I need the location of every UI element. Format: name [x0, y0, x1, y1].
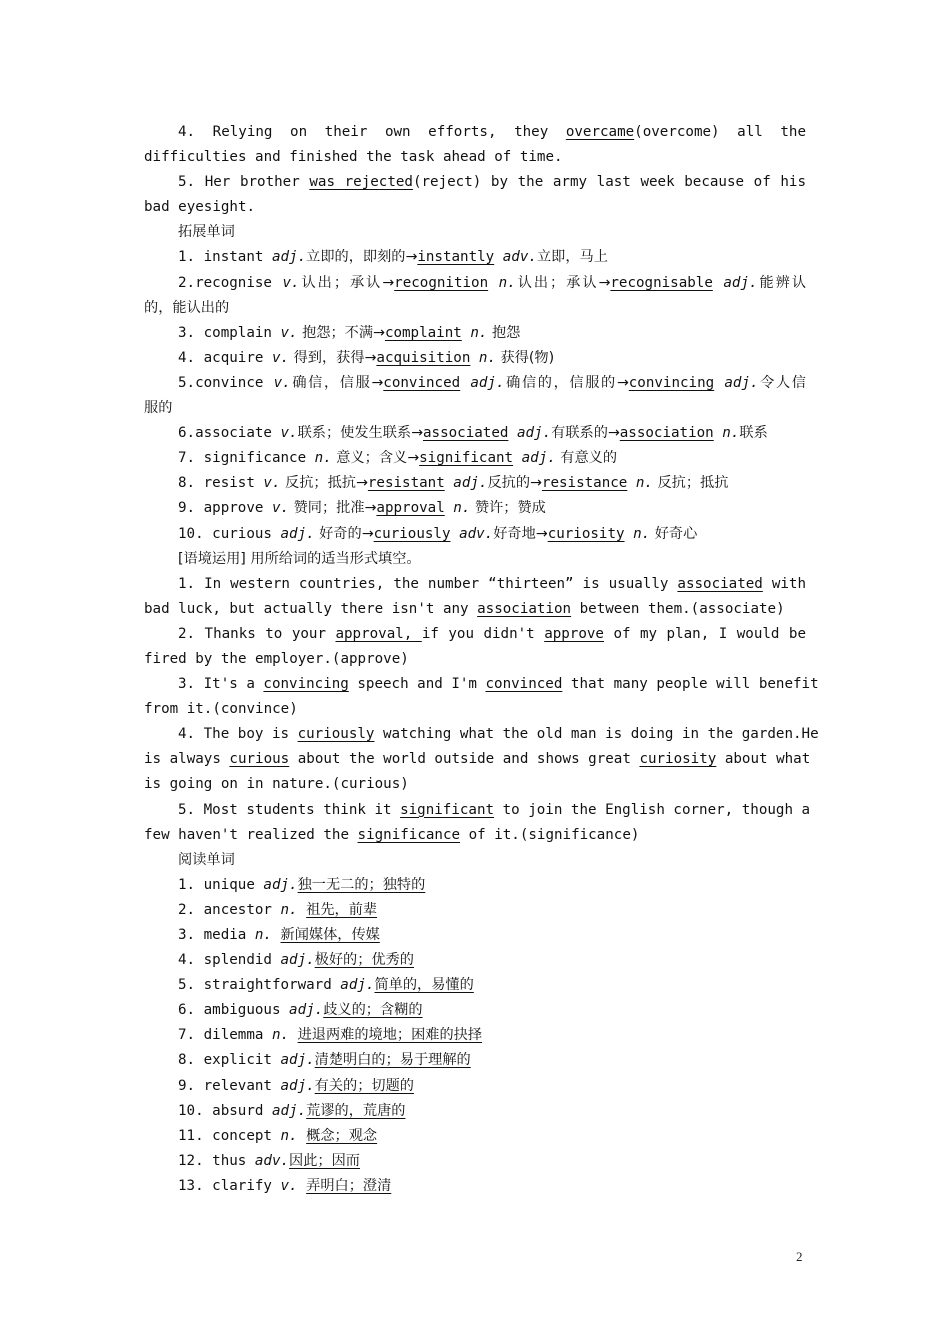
part-of-speech: v.	[273, 374, 291, 391]
text-segment: 3. media	[178, 927, 255, 943]
text-line	[144, 120, 806, 145]
text-segment: 认出；承认→	[515, 274, 611, 291]
text-segment: 3. complain	[178, 324, 281, 341]
part-of-speech: n.	[478, 349, 497, 366]
part-of-speech: n.	[314, 450, 332, 467]
answer-text: recognition	[394, 274, 489, 291]
page-number: 2	[796, 1249, 803, 1264]
text-segment: about what	[716, 751, 811, 768]
text-segment	[625, 526, 634, 542]
text-segment: few haven't realized the	[144, 826, 358, 843]
answer-text: recognisable	[610, 274, 713, 291]
part-of-speech: v.	[271, 349, 290, 366]
text-segment: 拓展单词	[178, 224, 235, 241]
text-segment: with	[762, 575, 806, 592]
part-of-speech: n.	[635, 475, 653, 492]
text-segment: 反抗；抵抗	[652, 475, 729, 492]
part-of-speech: adj.	[271, 249, 307, 266]
text-segment: 5. straightforward	[178, 977, 341, 994]
text-segment	[488, 275, 499, 291]
text-segment: that many people will benefit	[562, 676, 819, 693]
text-segment: 服的	[144, 400, 173, 417]
text-segment: 10. curious	[178, 525, 281, 542]
text-line	[144, 271, 806, 296]
answer-text: overcame	[565, 124, 635, 140]
part-of-speech: adj.	[280, 525, 315, 542]
text-segment: 2. ancestor	[178, 901, 281, 918]
answer-text: associated	[677, 575, 763, 592]
text-segment: 6.associate	[178, 425, 281, 442]
answer-text: convincing	[263, 676, 349, 693]
text-line	[144, 446, 806, 471]
text-segment: of it.(significance)	[460, 826, 640, 843]
part-of-speech: adj.	[280, 952, 315, 969]
text-segment: 1. In western countries, the number “thirteen” is usually	[178, 575, 678, 592]
part-of-speech: n.	[280, 1127, 298, 1144]
answer-text: 新闻媒体，传媒	[280, 927, 380, 943]
text-segment: 7. dilemma	[178, 1027, 272, 1044]
text-segment: 9. approve	[178, 500, 272, 517]
text-segment: 反抗的→	[487, 475, 542, 492]
answer-text: significant	[400, 801, 495, 818]
text-segment: 6. ambiguous	[178, 1002, 290, 1019]
text-line	[144, 973, 806, 998]
text-line	[144, 547, 806, 572]
text-segment: is going on in nature.(curious)	[144, 776, 409, 793]
answer-text: resistant	[367, 475, 445, 492]
text-segment: (overcome) all the	[634, 124, 806, 140]
answer-text: significance	[357, 826, 461, 843]
text-segment	[714, 425, 723, 441]
answer-text: 有关的；切题的	[314, 1077, 414, 1094]
part-of-speech: adj.	[516, 425, 552, 442]
text-segment: 得到，获得→	[289, 349, 377, 366]
text-line	[144, 1099, 806, 1124]
text-segment	[713, 275, 724, 291]
text-segment	[470, 350, 479, 366]
text-segment: 联系	[739, 425, 768, 442]
text-segment: 5.convince	[178, 374, 274, 391]
text-line	[144, 923, 806, 948]
answer-text: approval,	[335, 625, 422, 642]
text-segment	[714, 375, 724, 391]
part-of-speech: adj.	[470, 374, 505, 391]
part-of-speech: adv.	[459, 525, 494, 542]
text-segment: 11. concept	[178, 1127, 281, 1144]
text-segment: 好奇心	[650, 525, 698, 542]
text-segment: of my plan, I would be	[603, 625, 806, 642]
answer-text: convincing	[628, 374, 715, 391]
text-line	[144, 245, 806, 270]
text-segment: 8. explicit	[178, 1052, 281, 1069]
answer-text: approve	[544, 625, 604, 642]
part-of-speech: n.	[254, 927, 272, 943]
text-segment: 1. unique	[178, 876, 264, 893]
text-segment	[298, 1178, 307, 1194]
text-segment: from it.(convince)	[144, 701, 298, 718]
text-segment: 13. clarify	[178, 1177, 281, 1194]
text-segment	[298, 1128, 307, 1144]
part-of-speech: n.	[271, 1027, 290, 1044]
answer-text: 极好的；优秀的	[314, 952, 414, 969]
text-segment	[451, 526, 460, 542]
text-line	[144, 1124, 806, 1149]
text-segment: 2. Thanks to your	[178, 625, 336, 642]
part-of-speech: adj.	[271, 1102, 307, 1119]
answer-text: resistance	[541, 475, 628, 492]
text-line	[144, 823, 806, 848]
text-line	[144, 145, 806, 170]
answer-text: associated	[422, 425, 509, 442]
text-segment: 5. Most students think it	[178, 801, 401, 818]
text-segment	[445, 500, 454, 516]
text-segment	[460, 375, 470, 391]
text-segment: 意义；含义→	[331, 450, 420, 467]
text-segment	[513, 450, 522, 466]
text-segment	[272, 927, 281, 943]
text-line	[144, 848, 806, 873]
part-of-speech: adv.	[502, 249, 537, 266]
answer-text: curiosity	[639, 751, 717, 768]
text-line	[144, 1048, 806, 1073]
text-line	[144, 346, 806, 371]
text-line	[144, 597, 806, 622]
answer-text: association	[477, 600, 572, 617]
part-of-speech: n.	[470, 324, 488, 341]
answer-text: curiosity	[547, 525, 625, 542]
text-line	[144, 722, 819, 747]
text-segment: 10. absurd	[178, 1102, 272, 1119]
text-segment: if you didn't	[421, 625, 545, 642]
text-segment: 的，能认出的	[144, 299, 230, 316]
text-segment: 4. Relying on their own efforts, they	[178, 124, 566, 140]
text-segment: about the world outside and shows great	[289, 751, 640, 768]
text-line	[144, 672, 819, 697]
part-of-speech: adj.	[723, 274, 758, 291]
part-of-speech: v.	[282, 274, 300, 291]
text-segment: to join the English corner, though a	[494, 801, 811, 818]
text-segment: bad eyesight.	[144, 199, 256, 216]
text-segment: between them.(associate)	[571, 600, 785, 617]
part-of-speech: adj.	[453, 475, 488, 492]
text-line	[144, 220, 806, 245]
text-line	[144, 898, 806, 923]
answer-text: 弄明白；澄清	[306, 1177, 392, 1194]
answer-text: curious	[229, 751, 290, 768]
text-segment: 1. instant	[178, 249, 272, 266]
part-of-speech: n.	[498, 274, 516, 291]
part-of-speech: v.	[280, 1177, 298, 1194]
part-of-speech: v.	[263, 475, 281, 492]
text-segment: 3. It's a	[178, 676, 264, 693]
text-segment: 好奇地→	[493, 525, 548, 542]
text-segment: 确信的，信服的→	[504, 374, 629, 391]
part-of-speech: adj.	[280, 1077, 315, 1094]
part-of-speech: n.	[722, 425, 740, 442]
text-line	[144, 1174, 806, 1199]
text-line	[144, 421, 806, 446]
text-segment: 7. significance	[178, 450, 315, 467]
text-segment	[627, 475, 636, 491]
part-of-speech: v.	[280, 324, 298, 341]
part-of-speech: adj.	[521, 450, 556, 467]
text-segment: 获得(物)	[496, 349, 555, 366]
text-segment: 12. thus	[178, 1152, 255, 1169]
part-of-speech: n.	[633, 525, 651, 542]
text-line	[144, 471, 806, 496]
document-body	[144, 120, 819, 1199]
text-segment: 有意义的	[555, 450, 618, 467]
text-segment: 阅读单词	[178, 851, 235, 868]
text-segment: (reject) by the army last week because of his	[412, 174, 807, 191]
text-segment: 4. The boy is	[178, 726, 298, 743]
text-segment: 立即的，即刻的→	[306, 249, 418, 266]
text-segment: speech and I'm	[348, 676, 486, 693]
answer-text: 独一无二的；独特的	[297, 876, 426, 893]
text-line	[144, 321, 806, 346]
answer-text: 简单的，易懂的	[374, 977, 474, 994]
text-segment: 联系；使发生联系→	[297, 425, 423, 442]
text-line	[144, 572, 806, 597]
part-of-speech: n.	[453, 500, 471, 517]
text-line	[144, 647, 806, 672]
answer-text: 歧义的；含糊的	[323, 1002, 423, 1019]
text-segment: 能辨认	[757, 274, 807, 291]
text-segment: bad luck, but actually there isn't any	[144, 600, 478, 617]
text-line	[144, 522, 806, 547]
part-of-speech: adj.	[340, 977, 375, 994]
text-segment	[445, 475, 454, 491]
answer-text: 清楚明白的；易于理解的	[314, 1052, 471, 1069]
text-line	[144, 1074, 806, 1099]
text-segment: watching what the old man is doing in the garden.He	[374, 726, 819, 743]
answer-text: convinced	[383, 374, 461, 391]
text-line	[144, 622, 806, 647]
text-segment	[289, 1027, 298, 1043]
answer-text: approval	[376, 500, 445, 517]
text-segment: 令人信	[758, 374, 806, 391]
text-segment: 4. acquire	[178, 349, 272, 366]
text-segment: 2.recognise	[178, 274, 283, 291]
part-of-speech: v.	[280, 425, 298, 442]
part-of-speech: v.	[271, 500, 290, 517]
text-segment: 赞许；赞成	[470, 500, 546, 517]
text-line	[144, 873, 806, 898]
answer-text: significant	[419, 450, 514, 467]
answer-text: curiously	[373, 525, 451, 542]
text-segment: [语境运用] 用所给词的适当形式填空。	[178, 550, 421, 567]
text-segment: 有联系的→	[551, 425, 620, 442]
answer-text: 荒谬的，荒唐的	[306, 1102, 406, 1119]
text-segment: difficulties and finished the task ahead of time.	[144, 149, 563, 166]
text-segment: 赞同；批准→	[289, 500, 377, 517]
text-segment: 立即，马上	[536, 249, 608, 266]
part-of-speech: adj.	[289, 1002, 324, 1019]
text-segment: 确信，信服→	[290, 374, 384, 391]
text-segment: 8. resist	[178, 475, 264, 492]
answer-text: was rejected	[309, 174, 413, 191]
text-line	[144, 1149, 806, 1174]
answer-text: complaint	[384, 324, 462, 341]
text-segment: 9. relevant	[178, 1077, 281, 1094]
answer-text: curiously	[297, 726, 375, 743]
text-line	[144, 371, 806, 396]
text-line	[144, 170, 806, 195]
text-line	[144, 195, 806, 220]
text-segment: is always	[144, 751, 230, 768]
part-of-speech: adj.	[280, 1052, 315, 1069]
answer-text: association	[619, 425, 714, 442]
text-line	[144, 496, 806, 521]
text-line	[144, 396, 806, 421]
answer-text: convinced	[485, 676, 563, 693]
text-segment: 认出；承认→	[299, 274, 395, 291]
text-line	[144, 772, 806, 797]
text-line	[144, 747, 811, 772]
part-of-speech: adj.	[724, 374, 759, 391]
text-line	[144, 296, 806, 321]
text-line	[144, 948, 806, 973]
part-of-speech: adj.	[263, 876, 298, 893]
text-line	[144, 697, 806, 722]
text-segment: 反抗；抵抗→	[280, 475, 368, 492]
text-segment: fired by the employer.(approve)	[144, 650, 409, 667]
answer-text: acquisition	[376, 349, 471, 366]
part-of-speech: adv.	[254, 1152, 290, 1169]
answer-text: 概念；观念	[306, 1127, 378, 1144]
answer-text: instantly	[417, 249, 495, 266]
text-segment: 抱怨	[487, 324, 521, 341]
text-segment: 好奇的→	[314, 525, 374, 542]
text-segment: 4. splendid	[178, 952, 281, 969]
text-segment	[494, 249, 503, 265]
text-segment: 5. Her brother	[178, 174, 310, 191]
answer-text: 进退两难的境地；困难的抉择	[297, 1027, 483, 1044]
text-segment	[508, 425, 517, 441]
part-of-speech: n.	[280, 901, 298, 918]
answer-text: 祖先，前辈	[306, 901, 378, 918]
text-segment: 抱怨；不满→	[297, 324, 385, 341]
text-segment	[298, 902, 307, 918]
text-line	[144, 1023, 806, 1048]
text-line	[144, 998, 806, 1023]
answer-text: 因此；因而	[289, 1152, 360, 1169]
text-line	[144, 798, 811, 823]
